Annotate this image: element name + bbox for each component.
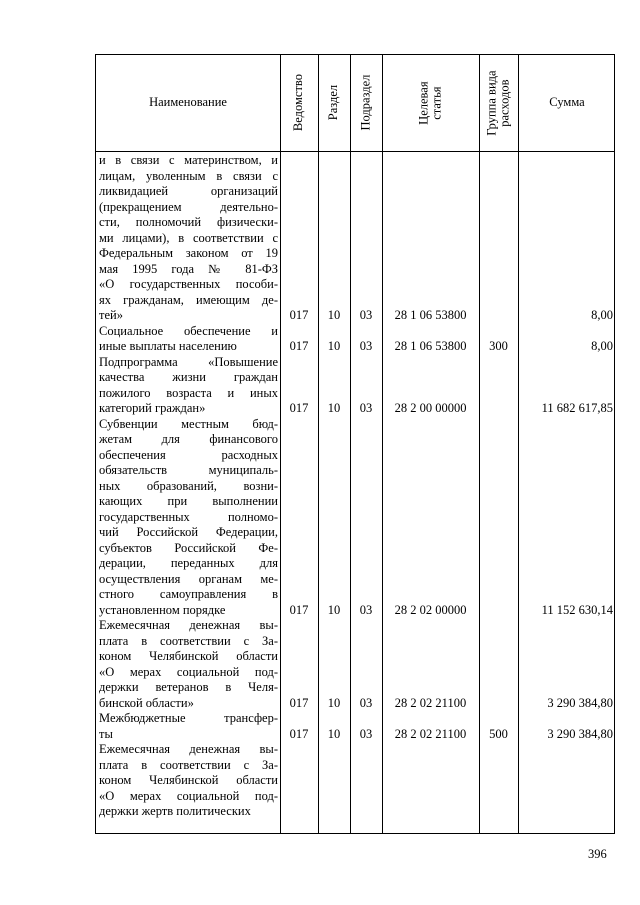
cell-vedomstvo: 017 [289, 401, 309, 415]
description-line: бинской области» [99, 695, 194, 710]
cell-podrazdel: 03 [359, 602, 373, 617]
cell-summa: 11 152 630,14 [541, 602, 613, 617]
cell-summa: 8,00 [591, 339, 613, 353]
description-line: стного самоуправления в [99, 587, 278, 601]
description-line: жетам для финансового [99, 432, 278, 446]
header-gruppa-label [485, 70, 511, 135]
page-number: 396 [588, 847, 607, 861]
cell-summa: 11 682 617,85 [541, 401, 613, 415]
header-vedomstvo-label: Ведомство [291, 74, 306, 132]
description-line: обязательств муниципаль- [99, 463, 278, 477]
description-line: мая 1995 года № 81-ФЗ [99, 261, 278, 276]
column-divider [479, 55, 480, 833]
cell-celevaya: 28 2 02 21100 [394, 695, 467, 710]
description-line: кающих при выполнении [99, 494, 278, 508]
description-line: Ежемесячная денежная вы- [99, 742, 278, 756]
cell-gruppa: 300 [489, 339, 508, 353]
cell-podrazdel: 03 [359, 695, 373, 710]
description-line: коном Челябинской области [99, 773, 278, 787]
cell-razdel: 10 [327, 401, 341, 415]
cell-gruppa: 500 [489, 726, 508, 741]
description-line: (прекращением деятельно- [99, 199, 278, 214]
header-podrazdel [350, 55, 382, 151]
row-description [96, 742, 278, 820]
description-line: плата в соответствии с За- [99, 633, 278, 648]
description-line: держки ветеранов в Челя- [99, 680, 278, 694]
column-divider [280, 55, 281, 833]
cell-celevaya: 28 2 02 21100 [394, 726, 467, 741]
description-line: плата в соответствии с За- [99, 757, 278, 772]
description-line: ях гражданам, имеющим де- [99, 292, 278, 307]
description-line: Социальное обеспечение и [99, 323, 278, 338]
header-name [96, 55, 280, 151]
column-divider [350, 55, 351, 833]
header-divider [96, 151, 614, 152]
cell-vedomstvo: 017 [289, 602, 309, 617]
description-line: категорий граждан» [99, 401, 206, 415]
cell-razdel: 10 [327, 308, 341, 322]
description-line: качества жизни граждан [99, 370, 278, 384]
cell-podrazdel: 03 [359, 401, 373, 415]
description-line: коном Челябинской области [99, 649, 278, 663]
description-line: ликвидацией организаций [99, 184, 278, 198]
description-line: ты [99, 726, 113, 741]
description-line: сти, полномочий физически- [99, 215, 278, 229]
header-summa-label: Сумма [549, 95, 585, 110]
description-line: «О мерах социальной под- [99, 788, 278, 803]
row-description [96, 711, 278, 742]
column-divider [318, 55, 319, 833]
header-name-label: Наименование [149, 95, 227, 110]
cell-razdel: 10 [327, 695, 341, 710]
description-line: тей» [99, 308, 123, 322]
row-description [96, 355, 278, 417]
description-line: государственных полномо- [99, 509, 278, 524]
description-line: ных образований, возни- [99, 478, 278, 493]
cell-vedomstvo: 017 [289, 726, 309, 741]
cell-celevaya: 28 1 06 53800 [394, 308, 467, 322]
description-line: ми лицами), в соответствии с [99, 230, 278, 245]
description-line: иные выплаты населению [99, 339, 237, 353]
header-gruppa-line: Группа вида [484, 70, 499, 136]
cell-summa: 3 290 384,80 [547, 695, 613, 710]
description-line: субъектов Российской Фе- [99, 540, 278, 555]
description-line: и в связи с материнством, и [99, 153, 278, 167]
cell-podrazdel: 03 [359, 726, 373, 741]
header-vedomstvo [280, 55, 318, 151]
cell-podrazdel: 03 [359, 339, 373, 353]
cell-celevaya: 28 2 00 00000 [394, 401, 467, 415]
description-line: Федеральным законом от 19 [99, 246, 278, 260]
header-celevaya-label [417, 81, 443, 124]
description-line: обеспечения расходных [99, 447, 278, 462]
row-description [96, 324, 278, 355]
description-line: чий Российской Федерации, [99, 525, 278, 539]
header-celevaya [382, 55, 479, 151]
header-gruppa-line: расходов [497, 79, 512, 127]
column-divider [518, 55, 519, 833]
row-description [96, 153, 278, 324]
cell-vedomstvo: 017 [289, 308, 309, 322]
header-gruppa [479, 55, 518, 151]
cell-vedomstvo: 017 [289, 695, 309, 710]
header-razdel-label: Раздел [326, 85, 341, 121]
cell-vedomstvo: 017 [289, 339, 309, 353]
row-description [96, 417, 278, 619]
header-celevaya-line: статья [429, 86, 444, 120]
description-line: осуществления органам ме- [99, 571, 278, 586]
description-line: Субвенции местным бюд- [99, 416, 278, 431]
column-divider [382, 55, 383, 833]
budget-table [95, 54, 615, 834]
description-line: пожилого возраста и иных [99, 385, 278, 400]
header-razdel [318, 55, 350, 151]
cell-podrazdel: 03 [359, 308, 373, 322]
description-line: Подпрограмма «Повышение [99, 354, 278, 369]
description-line: «О государственных пособи- [99, 277, 278, 291]
cell-razdel: 10 [327, 726, 341, 741]
description-line: Ежемесячная денежная вы- [99, 618, 278, 632]
description-line: лицам, уволенным в связи с [99, 168, 278, 183]
header-podrazdel-label: Подраздел [358, 75, 373, 131]
cell-summa: 8,00 [591, 308, 613, 322]
header-summa [518, 55, 616, 151]
row-description [96, 618, 278, 711]
cell-celevaya: 28 2 02 00000 [394, 602, 467, 617]
description-line: держки жертв политических [99, 804, 251, 818]
cell-celevaya: 28 1 06 53800 [394, 339, 467, 353]
cell-razdel: 10 [327, 602, 341, 617]
description-line: установленном порядке [99, 602, 226, 617]
description-line: Межбюджетные трансфер- [99, 711, 278, 725]
cell-razdel: 10 [327, 339, 341, 353]
header-celevaya-line: Целевая [416, 81, 431, 125]
description-line: «О мерах социальной под- [99, 664, 278, 679]
cell-summa: 3 290 384,80 [547, 726, 613, 741]
description-line: дерации, переданных для [99, 556, 278, 570]
